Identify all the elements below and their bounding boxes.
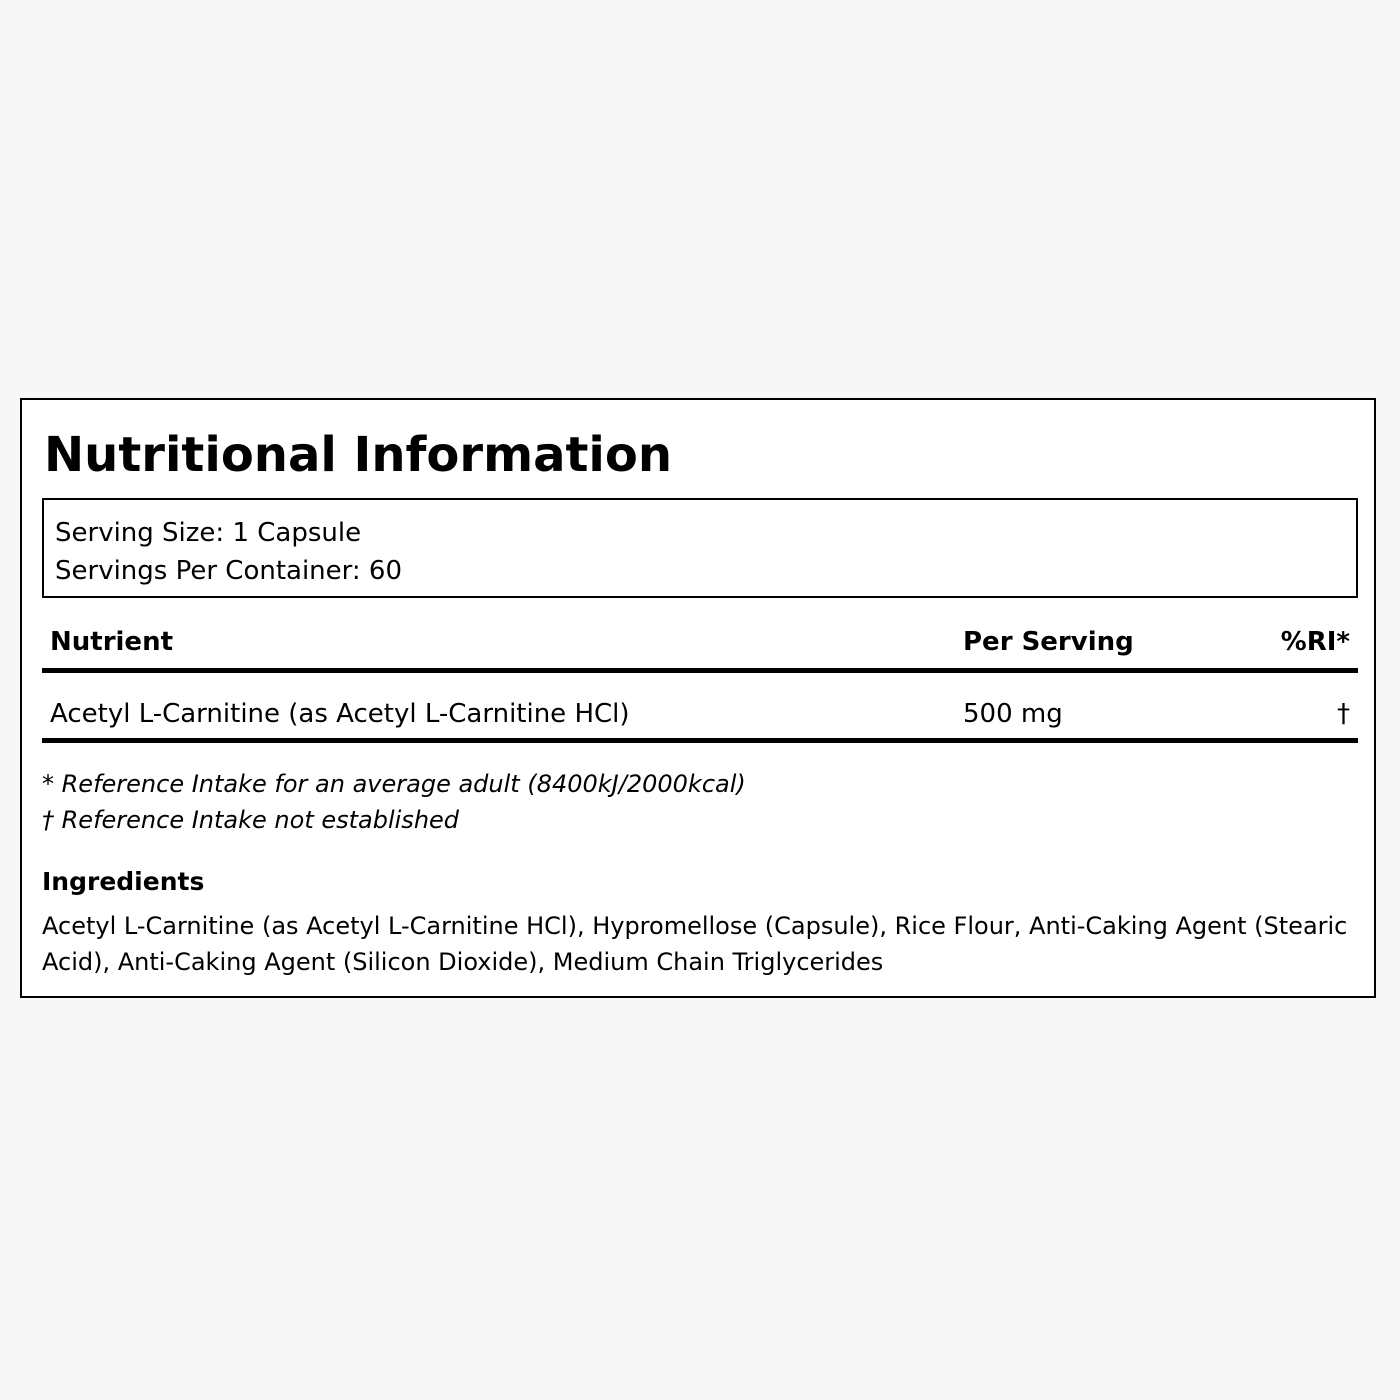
header-per-serving: Per Serving [963,627,1134,657]
footnote-not-established: † Reference Intake not established [42,806,460,834]
header-nutrient: Nutrient [50,627,174,657]
ingredients-heading: Ingredients [42,867,205,896]
table-row [42,692,1358,736]
row-divider [42,738,1358,743]
label-title: Nutritional Information [44,427,673,483]
serving-info-box [42,498,1358,598]
footnote-reference-intake: * Reference Intake for an average adult (8400kJ/2000kcal) [42,770,746,798]
row-per-serving: 500 mg [963,699,1063,729]
nutrition-label-panel [20,398,1376,998]
servings-per-container: Servings Per Container: 60 [55,556,403,586]
nutrient-table-header [42,620,1358,668]
row-nutrient: Acetyl L-Carnitine (as Acetyl L-Carnitine HCl) [50,699,630,729]
header-ri: %RI* [1280,627,1350,657]
ingredients-list: Acetyl L-Carnitine (as Acetyl L-Carnitine HCl), Hypromellose (Capsule), Rice Flour, Anti-Caking Agent (Stearic Acid), Anti-Caking Agent (Silicon Dioxide), Medium Chain Triglycerides [42,912,1348,976]
header-divider [42,668,1358,673]
row-ri: † [1337,699,1350,729]
footnotes [42,766,746,838]
serving-size: Serving Size: 1 Capsule [55,518,362,548]
